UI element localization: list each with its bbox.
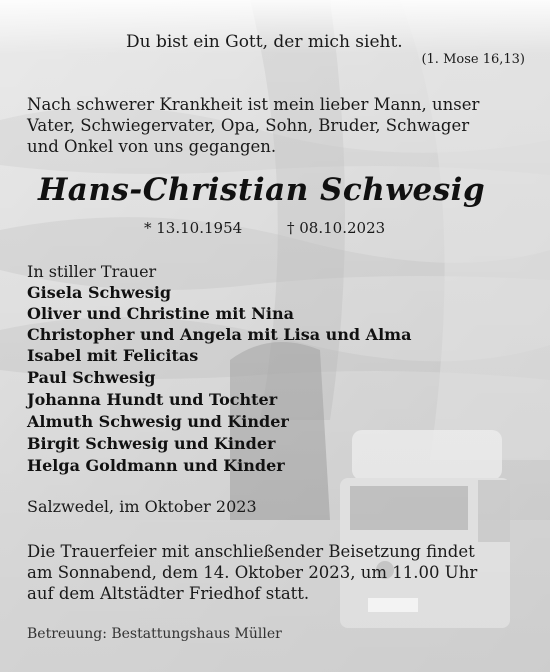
bible-reference: (1. Mose 16,13) xyxy=(421,52,525,67)
funeral-home: Betreuung: Bestattungshaus Müller xyxy=(27,626,282,642)
bible-verse: Du bist ein Gott, der mich sieht. xyxy=(126,32,403,52)
mourner-name: Christopher und Angela mit Lisa und Alma xyxy=(27,325,412,344)
intro-line: und Onkel von uns gegangen. xyxy=(27,137,277,156)
death-date: † 08.10.2023 xyxy=(287,219,386,237)
funeral-line: am Sonnabend, dem 14. Oktober 2023, um 11.00 Uhr xyxy=(27,563,478,582)
funeral-line: Die Trauerfeier mit anschließender Beisetzung findet xyxy=(27,542,475,561)
mourner-name: Almuth Schwesig und Kinder xyxy=(27,412,289,431)
birth-date: * 13.10.1954 xyxy=(144,219,243,237)
mourner-name: Isabel mit Felicitas xyxy=(27,346,199,365)
funeral-line: auf dem Altstädter Friedhof statt. xyxy=(27,584,310,603)
mourner-name: Gisela Schwesig xyxy=(27,283,172,302)
intro-line: Nach schwerer Krankheit ist mein lieber Mann, unser xyxy=(27,95,480,114)
mourner-name: Oliver und Christine mit Nina xyxy=(27,304,294,323)
intro-line: Vater, Schwiegervater, Opa, Sohn, Bruder, Schwager xyxy=(27,116,470,135)
place-date: Salzwedel, im Oktober 2023 xyxy=(27,497,257,516)
mourner-name: Johanna Hundt und Tochter xyxy=(27,390,278,409)
mourner-name: Paul Schwesig xyxy=(27,368,156,387)
mourner-name: Birgit Schwesig und Kinder xyxy=(27,434,276,453)
deceased-name: Hans-Christian Schwesig xyxy=(38,172,486,208)
mourner-name: Helga Goldmann und Kinder xyxy=(27,456,285,475)
mourners-heading: In stiller Trauer xyxy=(27,262,157,281)
